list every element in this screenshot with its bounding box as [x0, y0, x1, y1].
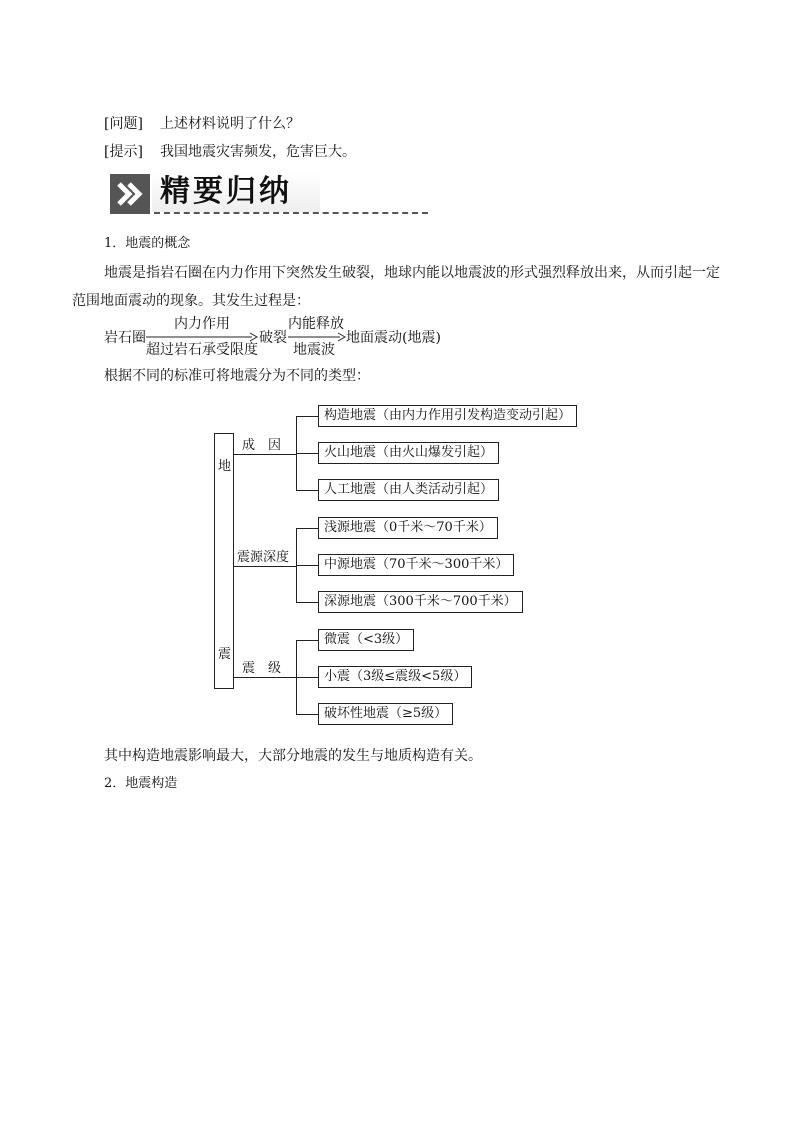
box-shallow-focus: 浅源地震（0千米～70千米）	[318, 517, 498, 539]
arrow1-top-label: 内力作用	[174, 316, 230, 332]
box-induced-earthquake: 人工地震（由人类活动引起）	[318, 479, 499, 501]
heading-earthquake-structure: 2．地震构造	[104, 776, 178, 791]
arrow2-top-label: 内能释放	[288, 316, 344, 332]
process-mid: 破裂	[259, 330, 287, 346]
types-intro: 根据不同的标准可将地震分为不同的类型：	[104, 368, 370, 384]
root-char-di: 地	[218, 459, 232, 474]
arrow2-bottom-label: 地震波	[293, 342, 335, 358]
question-text: 上述材料说明了什么？	[160, 116, 300, 132]
concept-paragraph-line2: 范围地面震动的现象。其发生过程是：	[72, 293, 310, 309]
arrow1-bottom-label: 超过岩石承受限度	[146, 342, 258, 358]
section-banner	[110, 170, 320, 216]
process-end: 地面震动(地震)	[346, 330, 441, 346]
box-micro-earthquake: 微震（<3级）	[318, 629, 414, 651]
box-volcanic-earthquake: 火山地震（由火山爆发引起）	[318, 442, 499, 464]
root-char-zhen: 震	[218, 647, 232, 662]
hint-text: 我国地震灾害频发，危害巨大。	[160, 144, 356, 160]
box-destructive-earthquake: 破坏性地震（≥5级）	[318, 703, 453, 725]
heading-earthquake-concept: 1．地震的概念	[104, 236, 191, 251]
conclusion-text: 其中构造地震影响最大，大部分地震的发生与地质构造有关。	[104, 748, 482, 764]
process-start: 岩石圈	[104, 330, 146, 346]
concept-paragraph-line1: 地震是指岩石圈在内力作用下突然发生破裂，地球内能以地震波的形式强烈释放出来，从而引起一定	[104, 265, 720, 281]
group-label-depth: 震源深度	[237, 550, 290, 565]
question-tag: [问题]	[104, 116, 143, 132]
double-arrow-icon	[110, 174, 150, 214]
section-title: 精要归纳	[160, 174, 292, 209]
box-intermediate-focus: 中源地震（70千米～300千米）	[318, 554, 514, 576]
hint-tag: [提示]	[104, 144, 143, 160]
box-deep-focus: 深源地震（300千米～700千米）	[318, 591, 523, 613]
group-label-cause: 成 因	[242, 438, 282, 453]
box-tectonic-earthquake: 构造地震（由内力作用引发构造变动引起）	[318, 405, 577, 427]
group-label-magnitude: 震 级	[242, 661, 282, 676]
box-minor-earthquake: 小震（3级≤震级<5级）	[318, 666, 472, 688]
